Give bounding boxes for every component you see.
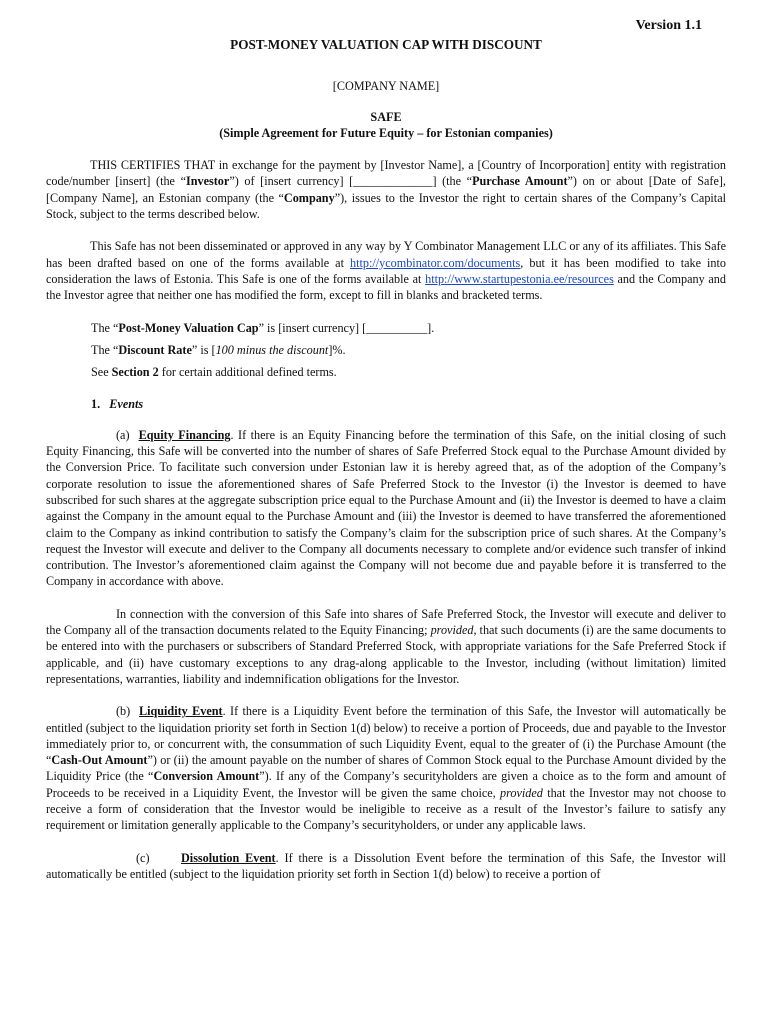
version-label: Version 1.1 xyxy=(635,18,702,33)
certification-paragraph: THIS CERTIFIES THAT in exchange for the payment by [Investor Name], a [Country of Incorporation] entity with registration code/number [insert] (the “Investor”) of [insert currency] [_____________] (the “Purchase Amount”) on or about [Date of Safe], [Company Name], an Estonian company (the “Company”), issues to the Investor the right to certain shares of the Company’s Capital Stock, subject to the terms described below. xyxy=(46,158,726,222)
startupestonia-link[interactable]: http://www.startupestonia.ee/resources xyxy=(425,271,614,286)
purchase-amount-term: Purchase Amount xyxy=(472,174,568,189)
ycombinator-link[interactable]: http://ycombinator.com/documents xyxy=(350,255,521,270)
dissolution-event-heading: Dissolution Event xyxy=(181,850,276,865)
company-name-placeholder: [COMPANY NAME] xyxy=(332,79,440,94)
liquidity-event-heading: Liquidity Event xyxy=(138,704,223,719)
safe-subtitle: (Simple Agreement for Future Equity – for Estonian companies) xyxy=(219,125,553,140)
equity-financing-paragraph: (a) Equity Financing. If there is an Equity Financing before the termination of this Safe, on the initial closing of such Equity Financing, this Safe will be converted into the number of shares of Safe Preferred Stock equal to the Purchase Amount divided by the Conversion Price. To facilitate such conversion under Estonian law it is hereby agreed that, as of the adoption of the Company’s corporate resolution to issue the aforementioned shares of Safe Preferred Stock to the Investor (i) the Investor is deemed to have subscribed for such shares at the aggregate subscription price equal to the Purchase Amount and (ii) the Investor is deemed to have a claim against the Company in the amount equal to the Purchase Amount and (iii) the Investor is deemed to have transferred the aforementioned claim to the Company as inkind contribution to satisfy the Company’s claim for the subscription price of such shares. At the Company’s request the Investor will execute and deliver to the Company all documents necessary to complete and/or evidence such transfer of inkind contribution. The Investor’s aforementioned claim against the Company will not become due and payable before it is transferred to the Company in accordance with above. xyxy=(46,427,726,589)
investor-term: Investor xyxy=(185,174,230,189)
discount-rate-line: The “Discount Rate” is [100 minus the discount]%. xyxy=(91,342,346,357)
dissolution-event-paragraph: (c) Dissolution Event. If there is a Dissolution Event before the termination of this Safe, the Investor will automatically be entitled (subject to the liquidation priority set forth in Section 1(d) below) to receive a portion of xyxy=(46,850,727,881)
section-1-heading: 1. Events xyxy=(91,397,144,412)
equity-financing-heading: Equity Financing xyxy=(138,427,231,442)
document-body xyxy=(46,37,726,898)
liquidity-event-paragraph: (b) Liquidity Event. If there is a Liquidity Event before the termination of this Safe, the Investor will automatically be entitled (subject to the liquidation priority set forth in Section 1(d) below) to receive a portion of Proceeds, due and payable to the Investor immediately prior to, or concurrent with, the consummation of such Liquidity Event, equal to the greater of (i) the Purchase Amount (the “Cash-Out Amount”) or (ii) the amount payable on the number of shares of Common Stock equal to the Purchase Amount divided by the Liquidity Price (the “Conversion Amount”). If any of the Company’s securityholders are given a choice as to the form and amount of Proceeds to be received in a Liquidity Event, the Investor will be given the same choice, provided that the Investor may not choose to receive a form of consideration that the Investor would be ineligible to receive as a result of the Investor’s failure to satisfy any requirement or limitation generally applicable to the Company’s securityholders, or under any applicable laws. xyxy=(46,704,727,833)
valuation-cap-line: The “Post-Money Valuation Cap” is [insert currency] [__________]. xyxy=(91,320,435,335)
key-terms xyxy=(46,320,726,381)
document-title: POST-MONEY VALUATION CAP WITH DISCOUNT xyxy=(230,37,542,52)
conversion-paragraph: In connection with the conversion of this Safe into shares of Safe Preferred Stock, the Investor will execute and deliver to the Company all of the transaction documents related to the Equity Financing; provided, that such documents (i) are the same documents to be entered into with the purchasers or subscribers of Standard Preferred Stock, with appropriate variations for the Safe Preferred Stock if applicable, and (ii) have customary exceptions to any drag-along applicable to the Investor, including (without limitation) limited representations, warranties, liability and indemnification obligations for the Investor. xyxy=(46,606,726,686)
see-section-line: See Section 2 for certain additional defined terms. xyxy=(91,365,337,380)
company-term: Company xyxy=(283,190,335,205)
safe-title: SAFE xyxy=(370,109,402,124)
disclaimer-paragraph: This Safe has not been disseminated or approved in any way by Y Combinator Management LLC or any of its affiliates. This Safe has been drafted based on one of the forms available at http://ycombinator.com/documents, but it has been modified to take into consideration the laws of Estonia. This Safe is one of the forms available at http://www.startupestonia.ee/resources and the Company and the Investor agree that neither one has modified the form, except to fill in blanks and bracketed terms. xyxy=(46,239,726,303)
